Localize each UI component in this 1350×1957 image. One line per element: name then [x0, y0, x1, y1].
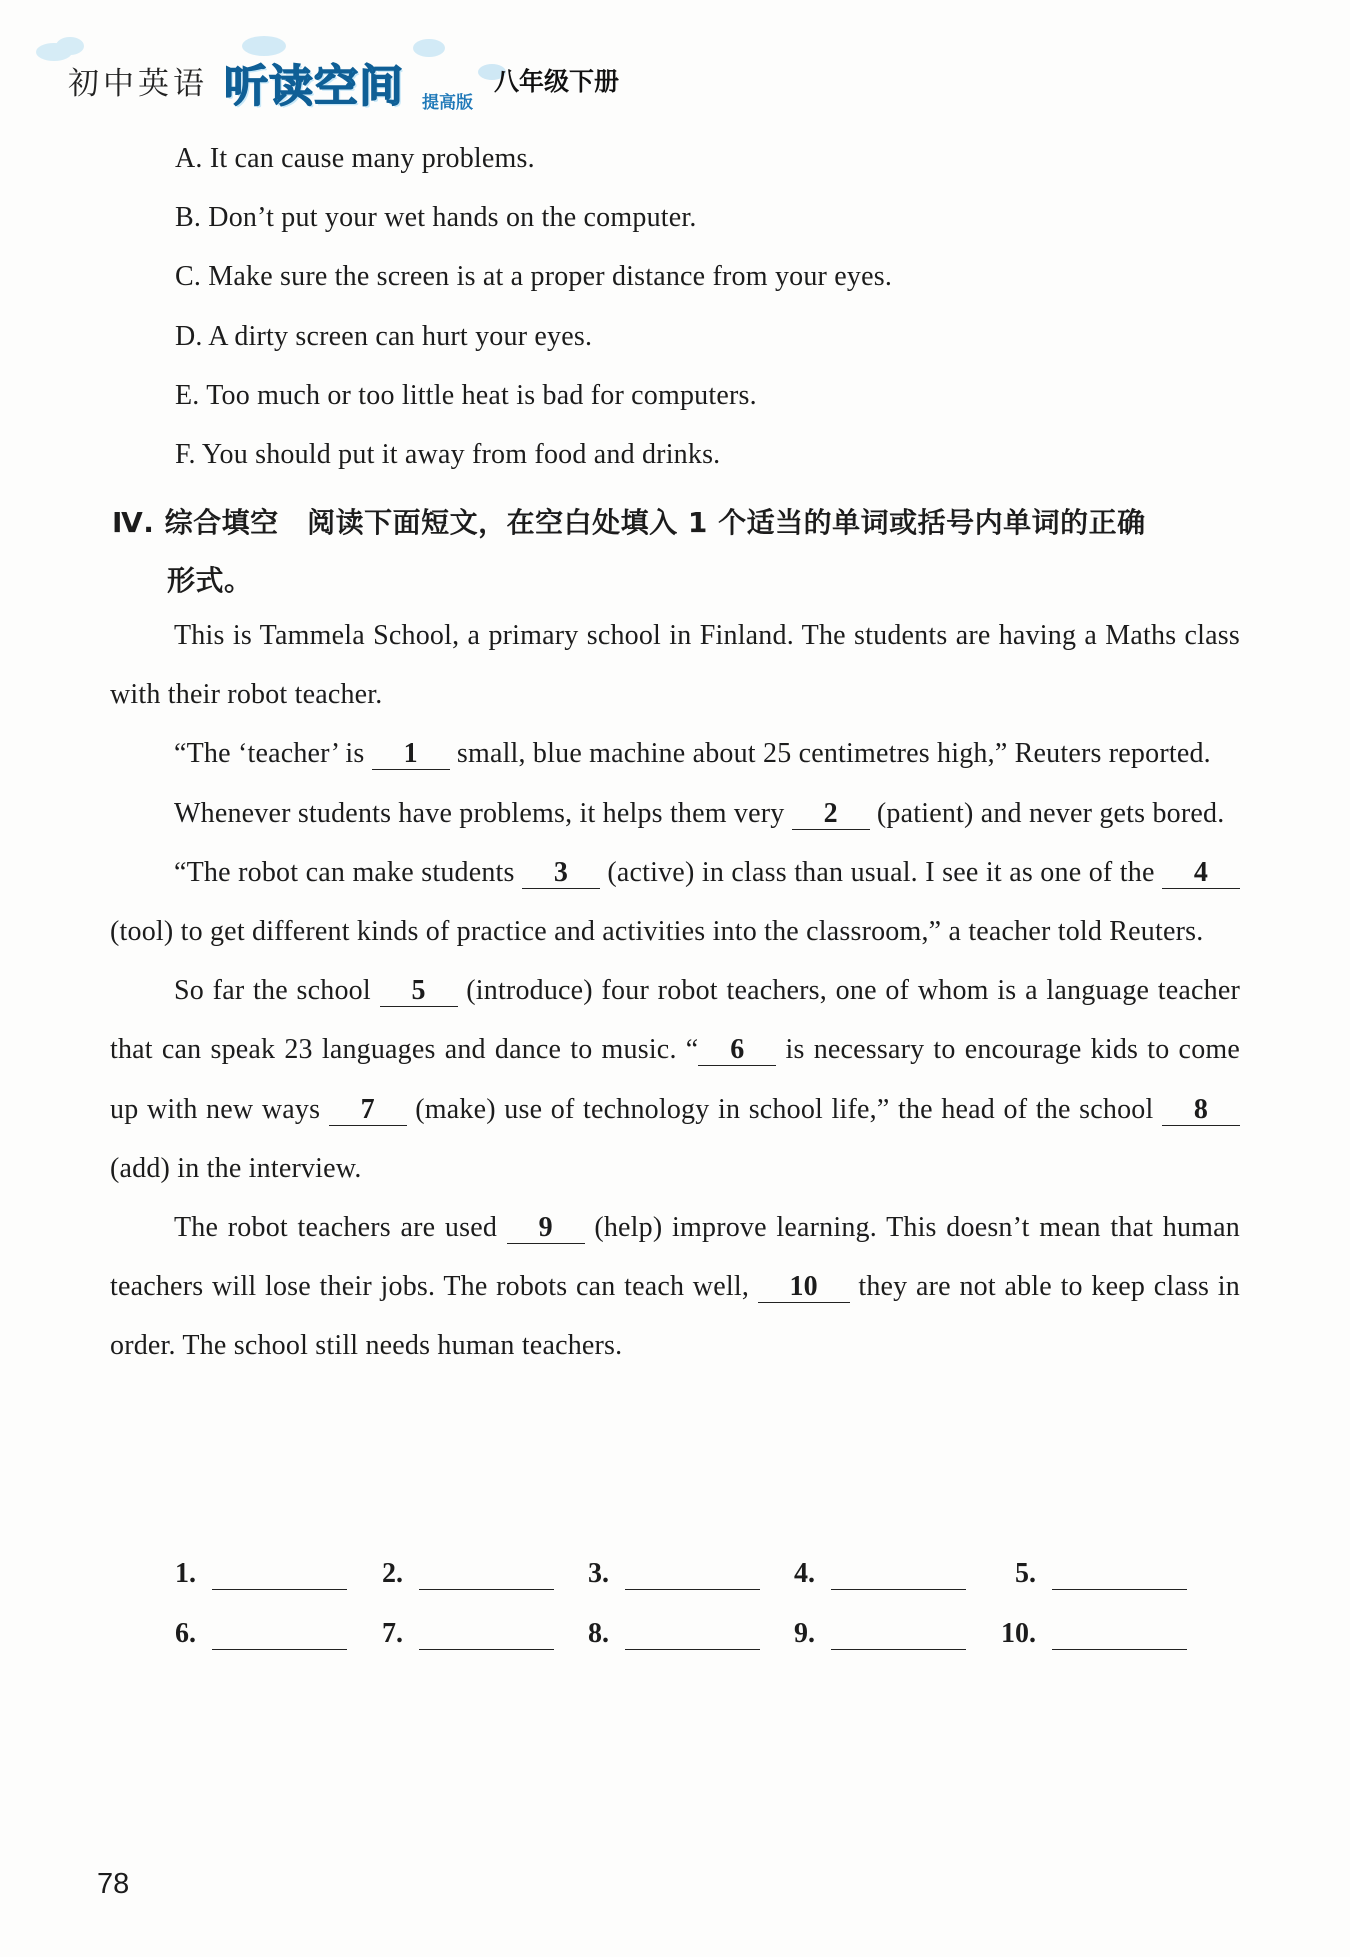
option-d: D. A dirty screen can hurt your eyes.	[175, 321, 593, 352]
text-run: (tool) to get different kinds of practice and activities into the classroom,” a teacher told Reuters.	[110, 916, 1204, 948]
answer-line[interactable]	[831, 1555, 966, 1590]
blank-2: 2	[792, 799, 870, 830]
answer-label: 2.	[382, 1558, 403, 1589]
answer-line[interactable]	[212, 1615, 347, 1650]
blank-8: 8	[1162, 1095, 1240, 1126]
blank-3: 3	[522, 858, 600, 889]
blank-4: 4	[1162, 858, 1240, 889]
answer-row	[175, 1615, 1215, 1675]
page-header	[64, 42, 764, 112]
answer-line[interactable]	[1052, 1555, 1187, 1590]
paragraph-1	[110, 606, 1240, 724]
paragraph-2	[110, 724, 1240, 783]
text-run: (patient) and never gets bored.	[869, 797, 1225, 829]
text-run: So far the school	[174, 975, 380, 1007]
blank-1: 1	[372, 739, 450, 770]
text-run: Whenever students have problems, it helps them very	[174, 797, 792, 829]
option-f: F. You should put it away from food and drinks.	[175, 439, 721, 470]
edition-label: 提高版	[422, 93, 473, 113]
answer-3	[588, 1555, 760, 1590]
answer-label: 6.	[175, 1618, 196, 1649]
answer-label: 10.	[1001, 1618, 1036, 1649]
option-c: C. Make sure the screen is at a proper distance from your eyes.	[175, 261, 893, 292]
answer-7	[382, 1615, 554, 1650]
section-title	[112, 494, 1242, 610]
paragraph-6	[110, 1198, 1240, 1376]
option-a: A. It can cause many problems.	[175, 143, 535, 174]
paragraph-3	[110, 784, 1240, 843]
blank-7: 7	[329, 1095, 407, 1126]
text-run: (make) use of technology in school life,” the head of the school	[406, 1093, 1162, 1125]
series-name: 初中英语	[68, 66, 208, 102]
answer-8	[588, 1615, 760, 1650]
answer-row	[175, 1555, 1215, 1615]
answer-10	[1001, 1615, 1187, 1650]
answer-line[interactable]	[625, 1615, 760, 1650]
answer-5	[1015, 1555, 1187, 1590]
answer-line[interactable]	[625, 1555, 760, 1590]
paragraph-1-text: This is Tammela School, a primary school in Finland. The students are having a Maths class with their robot teacher.	[110, 620, 1240, 711]
grade-label: 八年级下册	[494, 67, 620, 96]
text-run: “The robot can make students	[174, 856, 522, 888]
answer-9	[794, 1615, 966, 1650]
answer-2	[382, 1555, 554, 1590]
text-run: (active) in class than usual. I see it as one of the	[600, 856, 1162, 888]
answer-grid	[175, 1555, 1215, 1675]
answer-line[interactable]	[1052, 1615, 1187, 1650]
paragraph-5	[110, 961, 1240, 1198]
answer-6	[175, 1615, 347, 1650]
page-number: 78	[97, 1868, 130, 1900]
blank-5: 5	[380, 976, 458, 1007]
answer-line[interactable]	[419, 1615, 554, 1650]
text-run: (add) in the interview.	[110, 1152, 362, 1184]
text-run: (help) improve learning. This doesn’t mean that human teachers will lose their jobs. The robots can teach well,	[110, 1212, 1240, 1303]
text-run: The robot teachers are used	[174, 1212, 507, 1244]
answer-line[interactable]	[831, 1615, 966, 1650]
text-run: (introduce) four robot teachers, one of whom is a language teacher that can speak 23 languages and dance to music. “	[110, 975, 1240, 1066]
answer-label: 5.	[1015, 1558, 1036, 1589]
answer-1	[175, 1555, 347, 1590]
blank-10: 10	[758, 1272, 850, 1303]
blank-6: 6	[698, 1035, 776, 1066]
text-run: small, blue machine about 25 centimetres high,” Reuters reported.	[449, 738, 1211, 770]
text-run: they are not able to keep class in order. The school still needs human teachers.	[110, 1271, 1240, 1362]
option-e: E. Too much or too little heat is bad for computers.	[175, 380, 757, 411]
brand-logo: 听读空间	[224, 61, 404, 112]
answer-label: 9.	[794, 1618, 815, 1649]
answer-line[interactable]	[212, 1555, 347, 1590]
answer-line[interactable]	[419, 1555, 554, 1590]
text-run: “The ‘teacher’ is	[174, 738, 372, 770]
answer-label: 3.	[588, 1558, 609, 1589]
answer-4	[794, 1555, 966, 1590]
passage	[110, 606, 1240, 1376]
option-b: B. Don’t put your wet hands on the computer.	[175, 202, 697, 233]
answer-label: 1.	[175, 1558, 196, 1589]
answer-label: 4.	[794, 1558, 815, 1589]
answer-label: 7.	[382, 1618, 403, 1649]
section-title-line1: Ⅳ. 综合填空 阅读下面短文，在空白处填入 1 个适当的单词或括号内单词的正确	[112, 506, 1146, 539]
section-title-line2: 形式。	[167, 564, 253, 597]
answer-label: 8.	[588, 1618, 609, 1649]
blank-9: 9	[507, 1213, 585, 1244]
text-run: is necessary to encourage kids to come up with new ways	[110, 1034, 1240, 1125]
paragraph-4	[110, 843, 1240, 961]
